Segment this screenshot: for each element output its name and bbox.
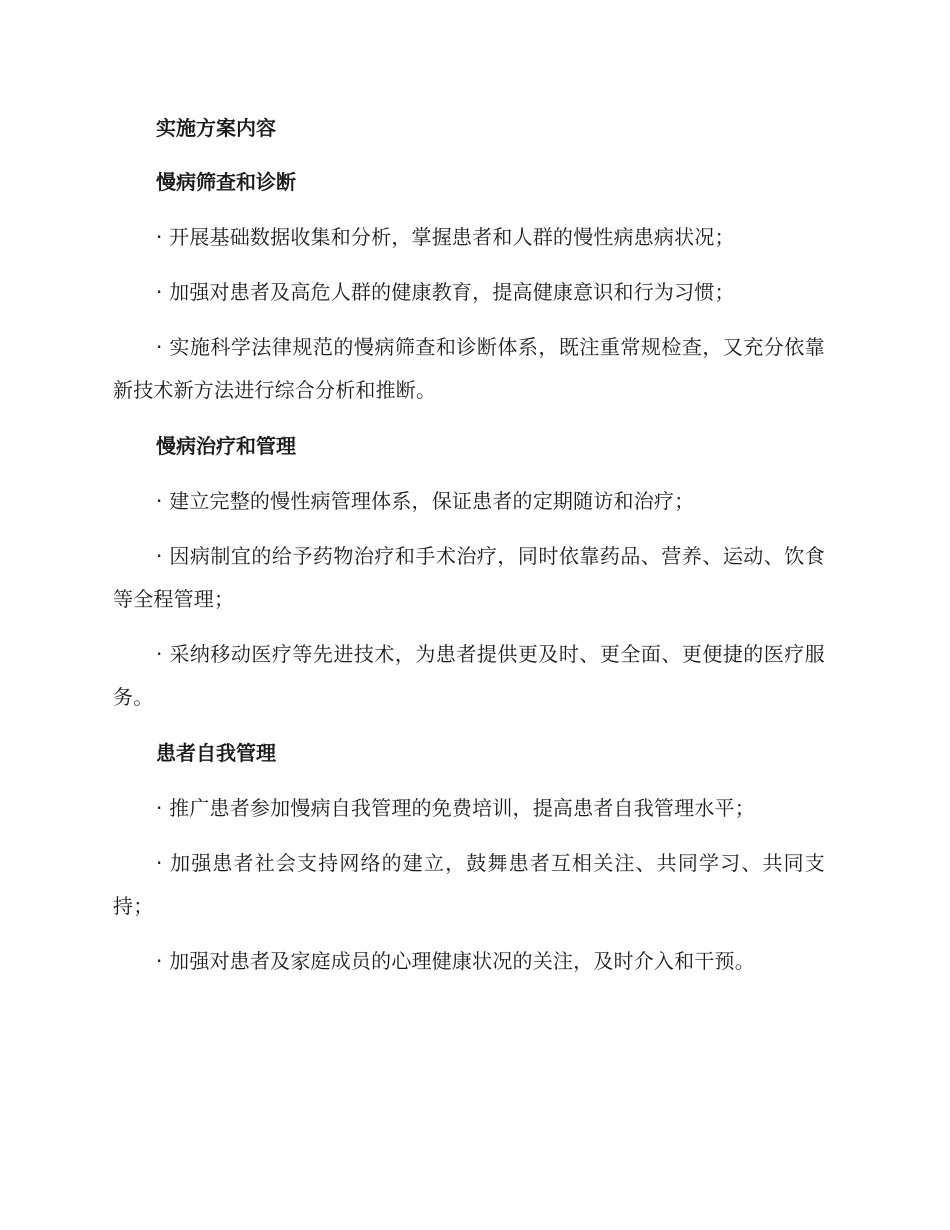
spacer xyxy=(113,148,825,162)
section-heading-screening: 慢病筛查和诊断 xyxy=(156,170,296,194)
bullet-item: · 加强对患者及家庭成员的心理健康状况的关注，及时介入和干预。 xyxy=(156,949,755,973)
document-page xyxy=(113,108,825,983)
spacer xyxy=(113,719,825,733)
section-heading-self-management: 患者自我管理 xyxy=(156,741,276,765)
bullet-item: · 开展基础数据收集和分析，掌握患者和人群的慢性病患病状况； xyxy=(156,225,735,249)
spacer xyxy=(113,621,825,633)
bullet-item: · 实施科学法律规范的慢病筛查和诊断体系，既注重常规检查，又充分依靠新技术新方法进行综合分析和推断。 xyxy=(113,335,825,402)
bullet-item: · 建立完整的慢性病管理体系，保证患者的定期随访和治疗； xyxy=(156,489,695,513)
spacer xyxy=(113,830,825,842)
spacer xyxy=(113,259,825,271)
spacer xyxy=(113,466,825,480)
bullet-item: · 加强患者社会支持网络的建立，鼓舞患者互相关注、共同学习、共同支持； xyxy=(113,851,825,918)
bullet-item: · 采纳移动医疗等先进技术，为患者提供更及时、更全面、更便捷的医疗服务。 xyxy=(113,642,825,709)
spacer xyxy=(113,773,825,787)
bullet-item: · 因病制宜的给予药物治疗和手术治疗，同时依靠药品、营养、运动、饮食等全程管理； xyxy=(113,544,825,611)
spacer xyxy=(113,523,825,535)
spacer xyxy=(113,412,825,426)
spacer xyxy=(113,202,825,216)
spacer xyxy=(113,314,825,326)
main-title: 实施方案内容 xyxy=(156,116,276,140)
bullet-item: · 推广患者参加慢病自我管理的免费培训，提高患者自我管理水平； xyxy=(156,796,755,820)
spacer xyxy=(113,928,825,940)
bullet-item: · 加强对患者及高危人群的健康教育，提高健康意识和行为习惯； xyxy=(156,280,735,304)
section-heading-treatment: 慢病治疗和管理 xyxy=(156,434,296,458)
